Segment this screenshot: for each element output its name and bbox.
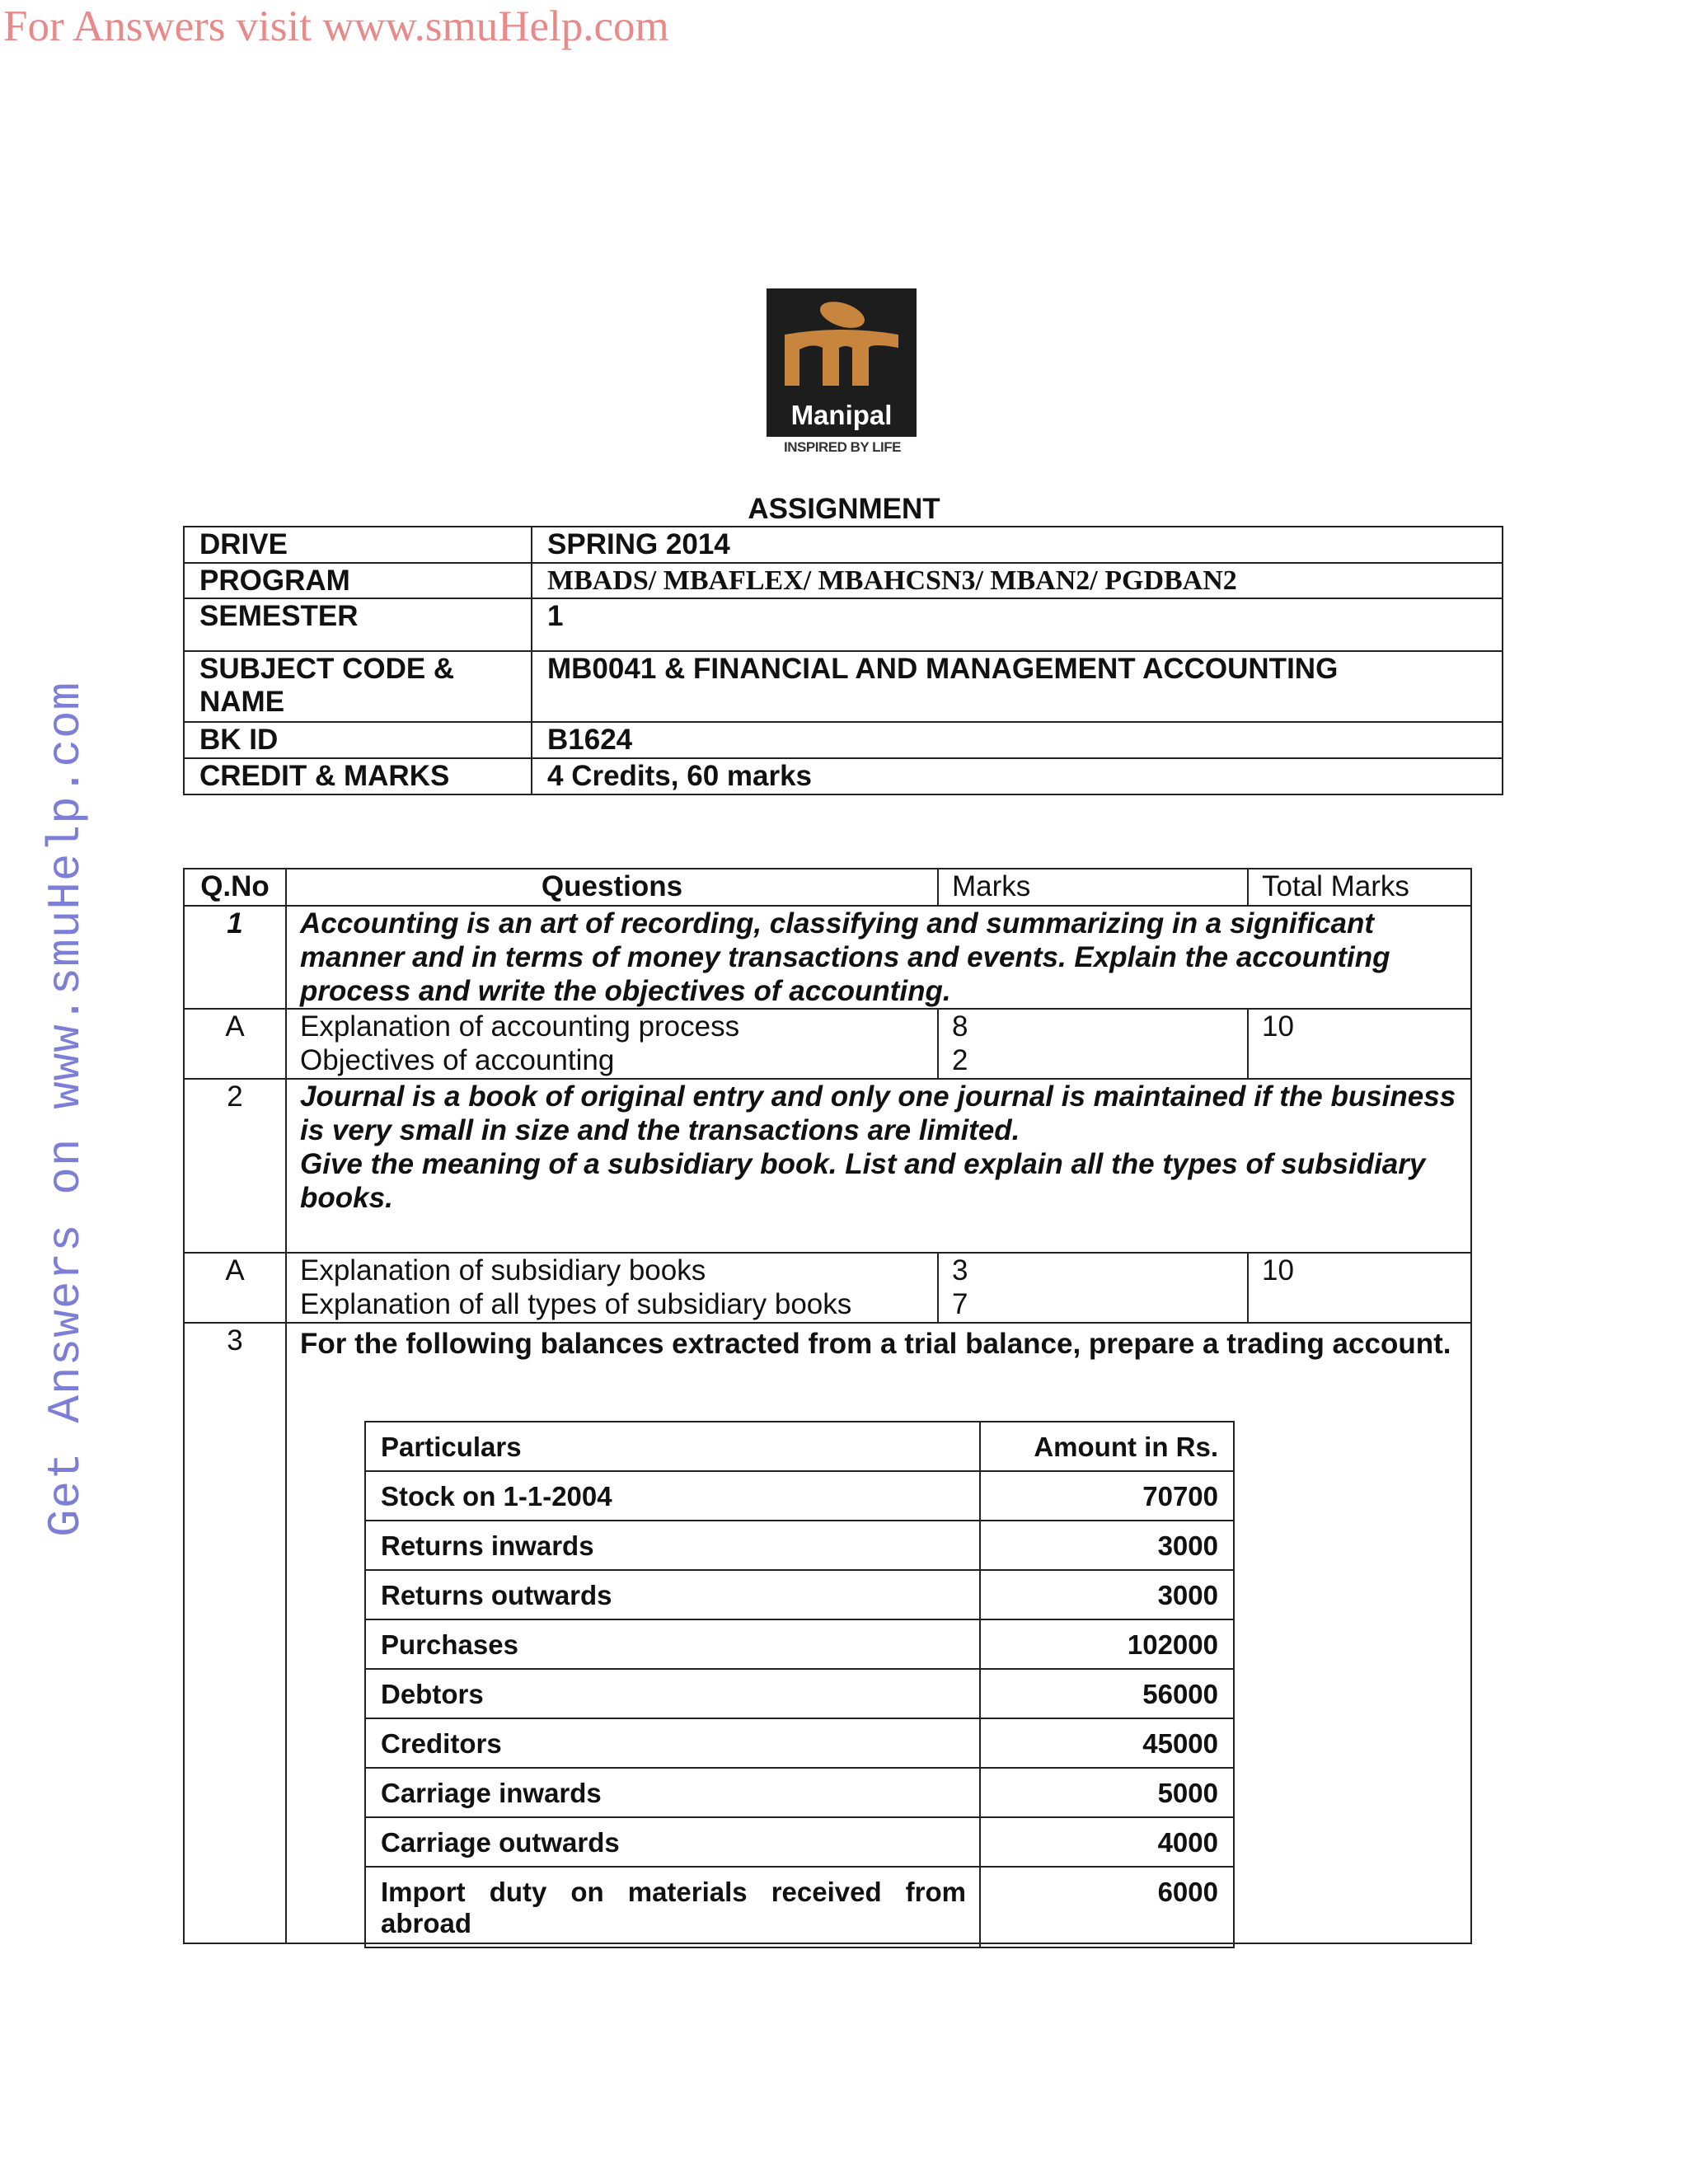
- info-value: MBADS/ MBAFLEX/ MBAHCSN3/ MBAN2/ PGDBAN2: [532, 563, 1503, 598]
- logo-word: Manipal: [790, 400, 893, 430]
- particular: Import duty on materials received from abroad: [365, 1867, 980, 1947]
- marks-value: 2: [952, 1044, 968, 1076]
- info-label: SEMESTER: [184, 598, 532, 651]
- manipal-mark-icon: [767, 288, 917, 400]
- answer-label: A: [184, 1253, 286, 1323]
- question-text: [286, 906, 1471, 1009]
- amount: 56000: [980, 1669, 1234, 1718]
- marks-cell: [938, 1253, 1248, 1323]
- criterion: Explanation of all types of subsidiary books: [300, 1288, 852, 1320]
- criteria-cell: [286, 1253, 938, 1323]
- info-label: CREDIT & MARKS: [184, 758, 532, 794]
- table-row: [365, 1521, 1234, 1570]
- table-row: [365, 1718, 1234, 1768]
- watermark-top: For Answers visit www.smuHelp.com: [3, 2, 669, 50]
- assignment-info-table: [183, 526, 1503, 795]
- particular: Stock on 1-1-2004: [365, 1471, 980, 1521]
- logo-tagline: INSPIRED BY LIFE: [784, 439, 901, 455]
- amount: 5000: [980, 1768, 1234, 1817]
- info-row: [184, 758, 1503, 794]
- header-amount: Amount in Rs.: [980, 1422, 1234, 1471]
- info-value: MB0041 & FINANCIAL AND MANAGEMENT ACCOUNTING: [532, 651, 1503, 722]
- header-qno: Q.No: [184, 869, 286, 906]
- logo-box: [767, 288, 917, 437]
- amount: 45000: [980, 1718, 1234, 1768]
- marks-value: 3: [952, 1254, 968, 1286]
- criteria-cell: [286, 1009, 938, 1079]
- watermark-side: Get Answers on www.smuHelp.com: [40, 681, 92, 1537]
- particular: Returns outwards: [365, 1570, 980, 1619]
- marks-value: 8: [952, 1010, 968, 1043]
- info-value: 4 Credits, 60 marks: [532, 758, 1503, 794]
- particular: Carriage outwards: [365, 1817, 980, 1867]
- question-text-1: Accounting is an art of recording, classifying and summarizing in a significant manner and in terms of money transactions and events. Explain the accounting process and write the objectives of accounting.: [300, 907, 1390, 1007]
- marks-cell: [938, 1009, 1248, 1079]
- question-text: For the following balances extracted from a trial balance, prepare a trading account.: [286, 1323, 1471, 1943]
- info-value: 1: [532, 598, 1503, 651]
- particular: Creditors: [365, 1718, 980, 1768]
- table-header-row: [184, 869, 1471, 906]
- info-value: B1624: [532, 722, 1503, 758]
- header-marks: Marks: [938, 869, 1248, 906]
- criterion: Explanation of subsidiary books: [300, 1254, 706, 1286]
- answer-label: A: [184, 1009, 286, 1079]
- header-questions: Questions: [286, 869, 938, 906]
- total-marks: 10: [1248, 1009, 1471, 1079]
- trial-balance-table: [364, 1421, 1235, 1948]
- question-row: [184, 1079, 1471, 1253]
- manipal-logo: [767, 288, 918, 462]
- amount: 102000: [980, 1619, 1234, 1669]
- criterion: Explanation of accounting process: [300, 1010, 740, 1043]
- amount: 3000: [980, 1521, 1234, 1570]
- amount: 3000: [980, 1570, 1234, 1619]
- info-row: [184, 563, 1503, 598]
- header-total-marks: Total Marks: [1248, 869, 1471, 906]
- particular: Purchases: [365, 1619, 980, 1669]
- question-row: [184, 906, 1471, 1009]
- info-row: [184, 527, 1503, 563]
- answer-row: [184, 1009, 1471, 1079]
- info-label: SUBJECT CODE & NAME: [184, 651, 532, 722]
- particular: Debtors: [365, 1669, 980, 1718]
- question-number: 1: [184, 906, 286, 1009]
- info-row: [184, 651, 1503, 722]
- info-label: BK ID: [184, 722, 532, 758]
- particular: Carriage inwards: [365, 1768, 980, 1817]
- table-header-row: [365, 1422, 1234, 1471]
- question-number: 3: [184, 1323, 286, 1943]
- info-label: DRIVE: [184, 527, 532, 563]
- info-value: SPRING 2014: [532, 527, 1503, 563]
- answer-row: [184, 1253, 1471, 1323]
- particular: Returns inwards: [365, 1521, 980, 1570]
- header-particulars: Particulars: [365, 1422, 980, 1471]
- question-number: 2: [184, 1079, 286, 1253]
- table-row: [365, 1817, 1234, 1867]
- question-text: [286, 1079, 1471, 1253]
- question-line: Give the meaning of a subsidiary book. List and explain all the types of subsidiary books.: [300, 1148, 1426, 1214]
- table-row: [365, 1768, 1234, 1817]
- info-label: PROGRAM: [184, 563, 532, 598]
- table-row: [365, 1867, 1234, 1947]
- amount: 4000: [980, 1817, 1234, 1867]
- marks-value: 7: [952, 1288, 968, 1320]
- table-row: [365, 1619, 1234, 1669]
- amount: 6000: [980, 1867, 1234, 1947]
- table-row: [365, 1471, 1234, 1521]
- criterion: Objectives of accounting: [300, 1044, 615, 1076]
- table-row: [365, 1570, 1234, 1619]
- total-marks: 10: [1248, 1253, 1471, 1323]
- question-line: Journal is a book of original entry and only one journal is maintained if the business is very small in size and the transactions are limited.: [300, 1080, 1456, 1146]
- table-row: [365, 1669, 1234, 1718]
- info-row: [184, 722, 1503, 758]
- amount: 70700: [980, 1471, 1234, 1521]
- page-title: ASSIGNMENT: [748, 493, 940, 525]
- info-row: [184, 598, 1503, 651]
